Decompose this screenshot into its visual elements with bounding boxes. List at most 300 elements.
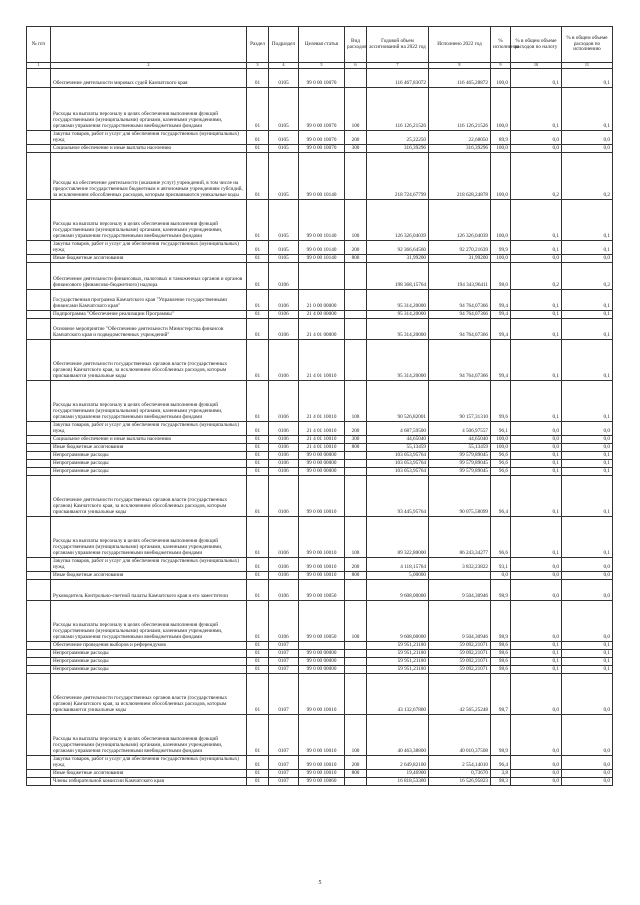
razdel-cell: 01 [247,263,269,290]
desc-cell: Непрограммные расходы [51,666,247,674]
vid-cell: 200 [345,241,367,255]
table-row [27,319,613,340]
plan-cell: 103 053,95764 [367,460,429,468]
desc-cell: Обеспечение деятельности мировых судей Камчатского края [51,69,247,88]
plan-cell: 2 649,82100 [367,756,429,770]
row-num-cell [27,263,51,290]
pct-share2-cell: 0,0 [562,444,613,452]
col-number: 8 [429,63,491,69]
plan-cell: 44,65040 [367,436,429,444]
pct-share2-cell: 0,0 [562,674,613,715]
table-header-row [27,27,613,63]
col-number: 2 [51,63,247,69]
plan-cell: 218 724,67799 [367,153,429,200]
pct-share-cell: 0,1 [511,88,562,131]
celevaya-cell: 99 0 00 10140 [299,241,345,255]
podrazdel-cell: 0106 [269,580,299,601]
pct-share-cell: 0,0 [511,436,562,444]
ispolneno-cell: 59 092,21071 [429,642,491,650]
razdel-cell: 01 [247,131,269,145]
table-row [27,145,613,153]
pct-share2-cell: 0,0 [562,756,613,770]
vid-cell: 100 [345,381,367,422]
header-pct-isp: % исполнения [491,27,511,63]
pct-isp-cell: 99,4 [491,340,511,381]
col-number: 6 [345,63,367,69]
pct-share2-cell: 0,0 [562,572,613,580]
col-number: 5 [299,63,345,69]
plan-cell: 19,46900 [367,770,429,778]
plan-cell: 16 818,53300 [367,778,429,786]
ispolneno-cell: 2 554,14010 [429,756,491,770]
row-num-cell [27,422,51,436]
plan-cell: 90 526,82001 [367,381,429,422]
row-num-cell [27,580,51,601]
table-row [27,131,613,145]
row-num-cell [27,650,51,658]
plan-cell: 95 314,20000 [367,290,429,311]
podrazdel-cell: 0105 [269,88,299,131]
pct-isp-cell: 100,0 [491,255,511,263]
row-num-cell [27,715,51,756]
razdel-cell: 01 [247,517,269,558]
pct-share-cell: 0,0 [511,422,562,436]
row-num-cell [27,241,51,255]
razdel-cell: 01 [247,290,269,311]
pct-isp-cell: 98,0 [491,263,511,290]
celevaya-cell: 99 0 00 00000 [299,460,345,468]
pct-isp-cell: 96,4 [491,756,511,770]
pct-isp-cell: 99,4 [491,311,511,319]
ispolneno-cell: 9 504,30946 [429,601,491,642]
podrazdel-cell: 0106 [269,436,299,444]
row-num-cell [27,601,51,642]
pct-share2-cell: 0,2 [562,263,613,290]
podrazdel-cell: 0105 [269,241,299,255]
plan-cell: 4 118,15764 [367,558,429,572]
razdel-cell: 01 [247,444,269,452]
pct-share2-cell: 0,1 [562,88,613,131]
pct-share-cell: 0,1 [511,517,562,558]
row-num-cell [27,255,51,263]
desc-cell: Расходы на выплаты персоналу в целях обеспечения выполнения функций государственными (муниципальными) органами, казенными учреждениями, органами управления государственными внебюджетными фондами [51,715,247,756]
table-row [27,88,613,131]
podrazdel-cell: 0105 [269,69,299,88]
razdel-cell: 01 [247,319,269,340]
vid-cell: 300 [345,436,367,444]
ispolneno-cell: 94 764,07366 [429,319,491,340]
plan-cell: 59 951,21100 [367,658,429,666]
pct-share-cell: 0,0 [511,255,562,263]
header-celevaya: Целевая статья [299,27,345,63]
pct-share-cell: 0,1 [511,658,562,666]
razdel-cell: 01 [247,674,269,715]
vid-cell: 800 [345,770,367,778]
ispolneno-cell: 116 465,28872 [429,69,491,88]
ispolneno-cell: 90 157,31310 [429,381,491,422]
table-row [27,715,613,756]
pct-share2-cell: 0,0 [562,770,613,778]
table-row [27,444,613,452]
celevaya-cell: 21 4 00 00000 [299,311,345,319]
pct-share-cell: 0,1 [511,319,562,340]
pct-isp-cell: 93,1 [491,558,511,572]
plan-cell: 95 314,20000 [367,311,429,319]
ispolneno-cell: 31,99200 [429,255,491,263]
podrazdel-cell: 0106 [269,476,299,517]
ispolneno-cell: 99 579,89045 [429,460,491,468]
row-num-cell [27,778,51,786]
row-num-cell [27,572,51,580]
row-num-cell [27,642,51,650]
podrazdel-cell: 0106 [269,422,299,436]
desc-cell: Расходы на выплаты персоналу в целях обеспечения выполнения функций государственными (муниципальными) органами, казенными учреждениями, органами управления государственными внебюджетными фондами [51,601,247,642]
header-plan: Годовой объем ассигнований на 2022 год [367,27,429,63]
razdel-cell: 01 [247,311,269,319]
header-ispolneno: Исполнено 2022 год [429,27,491,63]
plan-cell: 93 445,95764 [367,476,429,517]
ispolneno-cell: 94 764,07366 [429,290,491,311]
plan-cell: 55,13459 [367,444,429,452]
razdel-cell: 01 [247,756,269,770]
plan-cell: 198 368,15764 [367,263,429,290]
razdel-cell: 01 [247,422,269,436]
desc-cell: Непрограммные расходы [51,452,247,460]
desc-cell: Социальное обеспечение и иные выплаты населению [51,436,247,444]
razdel-cell: 01 [247,241,269,255]
podrazdel-cell: 0106 [269,319,299,340]
pct-isp-cell: 0,0 [491,572,511,580]
table-body [27,69,613,786]
podrazdel-cell: 0105 [269,145,299,153]
table-row [27,311,613,319]
ispolneno-cell: 3 832,23822 [429,558,491,572]
celevaya-cell: 99 0 00 10060 [299,778,345,786]
pct-share-cell: 0,0 [511,580,562,601]
pct-isp-cell: 100,0 [491,153,511,200]
pct-share2-cell: 0,1 [562,290,613,311]
vid-cell [345,311,367,319]
desc-cell: Иные бюджетные ассигнования [51,444,247,452]
table-row [27,340,613,381]
pct-share2-cell: 0,0 [562,422,613,436]
celevaya-cell: 21 4 01 10010 [299,422,345,436]
podrazdel-cell: 0105 [269,131,299,145]
desc-cell: Социальное обеспечение и иные выплаты населению [51,145,247,153]
razdel-cell: 01 [247,558,269,572]
pct-share2-cell: 0,1 [562,642,613,650]
vid-cell: 200 [345,131,367,145]
table-row [27,778,613,786]
razdel-cell: 01 [247,436,269,444]
ispolneno-cell: 194 343,96411 [429,263,491,290]
celevaya-cell: 99 0 00 10070 [299,145,345,153]
desc-cell: Обеспечение деятельности государственных органов власти (государственных органов) Камчатского края, за исключением обособленных расходов, которым присваиваются уникальные коды [51,674,247,715]
table-row [27,666,613,674]
pct-isp-cell: 98,6 [491,666,511,674]
ispolneno-cell: 55,13459 [429,444,491,452]
razdel-cell: 01 [247,572,269,580]
pct-isp-cell: 99,9 [491,241,511,255]
vid-cell [345,319,367,340]
pct-share-cell: 0,0 [511,558,562,572]
vid-cell [345,658,367,666]
celevaya-cell: 99 0 00 10070 [299,69,345,88]
budget-table-sheet [26,26,612,786]
pct-share-cell: 0,1 [511,340,562,381]
pct-share2-cell: 0,0 [562,145,613,153]
table-row [27,658,613,666]
podrazdel-cell: 0106 [269,290,299,311]
podrazdel-cell: 0105 [269,153,299,200]
plan-cell: 92 366,64560 [367,241,429,255]
ispolneno-cell: 316,39296 [429,145,491,153]
col-number: 1 [27,63,51,69]
desc-cell: Подпрограмма "Обеспечение реализации Программы" [51,311,247,319]
page-number: 5 [318,880,322,886]
desc-cell: Непрограммные расходы [51,468,247,476]
ispolneno-cell: 42 565,25248 [429,674,491,715]
pct-isp-cell: 98,6 [491,650,511,658]
desc-cell: Расходы на обеспечение деятельности (оказание услуг) учреждений, в том числе на предоставление государственным бюджетным и автономным учреждениям субсидий, за исключением обособленных расходов, которым присваиваются уникальные коды [51,153,247,200]
pct-share-cell: 0,1 [511,650,562,658]
header-razdel: Раздел [247,27,269,63]
ispolneno-cell: 40 010,37508 [429,715,491,756]
podrazdel-cell: 0106 [269,468,299,476]
pct-share-cell: 0,1 [511,381,562,422]
vid-cell [345,650,367,658]
desc-cell: Закупка товаров, работ и услуг для обеспечения государственных (муниципальных) нужд [51,241,247,255]
podrazdel-cell: 0106 [269,601,299,642]
pct-share-cell: 0,1 [511,452,562,460]
pct-share-cell: 0,0 [511,145,562,153]
table-row [27,263,613,290]
pct-share-cell: 0,0 [511,601,562,642]
row-num-cell [27,153,51,200]
header-pct-share2: % в общем объеме расходов по исполнению [562,27,613,63]
table-row [27,580,613,601]
celevaya-cell: 99 0 00 10140 [299,255,345,263]
celevaya-cell: 99 0 00 00000 [299,666,345,674]
razdel-cell: 01 [247,476,269,517]
podrazdel-cell: 0106 [269,452,299,460]
desc-cell: Расходы на выплаты персоналу в целях обеспечения выполнения функций государственными (муниципальными) органами, казенными учреждениями, органами управления государственными внебюджетными фондами [51,381,247,422]
table-row [27,460,613,468]
vid-cell [345,263,367,290]
razdel-cell: 01 [247,770,269,778]
pct-share-cell: 0,1 [511,468,562,476]
pct-isp-cell: 96,6 [491,452,511,460]
row-num-cell [27,444,51,452]
row-num-cell [27,666,51,674]
ispolneno-cell: 59 092,21071 [429,666,491,674]
celevaya-cell: 21 4 01 10010 [299,444,345,452]
plan-cell: 5,00000 [367,572,429,580]
plan-cell: 59 951,21100 [367,650,429,658]
col-number: 3 [247,63,269,69]
pct-share-cell: 0,0 [511,756,562,770]
plan-cell: 4 687,59500 [367,422,429,436]
ispolneno-cell: 44,65040 [429,436,491,444]
desc-cell: Иные бюджетные ассигнования [51,572,247,580]
pct-share2-cell: 0,0 [562,255,613,263]
pct-isp-cell: 98,6 [491,642,511,650]
razdel-cell: 01 [247,460,269,468]
row-num-cell [27,452,51,460]
ispolneno-cell: 90 075,58099 [429,476,491,517]
vid-cell: 800 [345,255,367,263]
header-vid: Вид расходов [345,27,367,63]
razdel-cell: 01 [247,153,269,200]
vid-cell: 200 [345,756,367,770]
col-number: 10 [511,63,562,69]
vid-cell: 100 [345,517,367,558]
pct-share2-cell: 0,1 [562,311,613,319]
pct-share2-cell: 0,1 [562,452,613,460]
pct-share2-cell: 0,1 [562,200,613,241]
pct-isp-cell: 96,4 [491,476,511,517]
plan-cell: 40 463,38800 [367,715,429,756]
vid-cell: 200 [345,558,367,572]
pct-isp-cell: 100,0 [491,69,511,88]
vid-cell [345,580,367,601]
razdel-cell: 01 [247,255,269,263]
col-number: 7 [367,63,429,69]
desc-cell: Расходы на выплаты персоналу в целях обеспечения выполнения функций государственными (муниципальными) органами, казенными учреждениями, органами управления государственными внебюджетными фондами [51,517,247,558]
podrazdel-cell: 0106 [269,381,299,422]
table-row [27,674,613,715]
table-row [27,770,613,778]
razdel-cell: 01 [247,715,269,756]
razdel-cell: 01 [247,658,269,666]
table-row [27,200,613,241]
table-row [27,452,613,460]
pct-share2-cell: 0,0 [562,131,613,145]
pct-share-cell: 0,0 [511,715,562,756]
ispolneno-cell: 92 270,21639 [429,241,491,255]
podrazdel-cell: 0106 [269,444,299,452]
celevaya-cell: 99 0 00 10010 [299,674,345,715]
celevaya-cell: 21 4 01 10010 [299,340,345,381]
row-num-cell [27,145,51,153]
pct-isp-cell: 98,9 [491,715,511,756]
desc-cell: Основное мероприятие "Обеспечение деятельности Министерства финансов Камчатского края и подведомственных учреждений" [51,319,247,340]
plan-cell: 103 053,95764 [367,452,429,460]
celevaya-cell: 99 0 00 00000 [299,658,345,666]
razdel-cell: 01 [247,642,269,650]
razdel-cell: 01 [247,452,269,460]
ispolneno-cell: 218 628,24878 [429,153,491,200]
row-num-cell [27,658,51,666]
row-num-cell [27,436,51,444]
pct-isp-cell: 100,0 [491,88,511,131]
pct-share2-cell: 0,0 [562,580,613,601]
table-row [27,381,613,422]
pct-share-cell: 0,1 [511,290,562,311]
podrazdel-cell: 0107 [269,642,299,650]
razdel-cell: 01 [247,340,269,381]
razdel-cell: 01 [247,381,269,422]
col-number: 4 [269,63,299,69]
ispolneno-cell: 59 092,21071 [429,658,491,666]
plan-cell: 116 126,21526 [367,88,429,131]
header-pct-share: % в общем объеме расходов по налогу [511,27,562,63]
vid-cell [345,340,367,381]
plan-cell: 89 322,80000 [367,517,429,558]
desc-cell: Руководитель Контрольно-счетной палаты Камчатского края и его заместители [51,580,247,601]
celevaya-cell [299,263,345,290]
pct-share-cell: 0,1 [511,311,562,319]
pct-share2-cell: 0,1 [562,69,613,88]
budget-table [26,26,613,786]
row-num-cell [27,131,51,145]
vid-cell: 300 [345,145,367,153]
desc-cell: Обеспечение проведения выборов и референдумов [51,642,247,650]
pct-share-cell: 0,0 [511,778,562,786]
celevaya-cell: 99 0 00 10140 [299,200,345,241]
podrazdel-cell: 0105 [269,200,299,241]
desc-cell: Непрограммные расходы [51,658,247,666]
pct-share-cell: 0,1 [511,476,562,517]
podrazdel-cell: 0107 [269,770,299,778]
plan-cell: 116 467,83072 [367,69,429,88]
razdel-cell: 01 [247,778,269,786]
desc-cell: Государственная программа Камчатского края "Управление государственными финансами Камчатского края" [51,290,247,311]
plan-cell: 59 951,21100 [367,666,429,674]
pct-isp-cell: 100,0 [491,444,511,452]
pct-share-cell: 0,1 [511,460,562,468]
table-row [27,290,613,311]
podrazdel-cell: 0105 [269,255,299,263]
celevaya-cell: 99 0 00 10140 [299,153,345,200]
pct-share2-cell: 0,0 [562,436,613,444]
row-num-cell [27,69,51,88]
razdel-cell: 01 [247,88,269,131]
vid-cell: 100 [345,88,367,131]
table-row [27,69,613,88]
desc-cell: Непрограммные расходы [51,460,247,468]
ispolneno-cell: 94 764,07366 [429,340,491,381]
vid-cell: 200 [345,422,367,436]
plan-cell: 25,22250 [367,131,429,145]
podrazdel-cell: 0106 [269,340,299,381]
row-num-cell [27,88,51,131]
plan-cell: 316,39296 [367,145,429,153]
vid-cell [345,642,367,650]
podrazdel-cell: 0106 [269,517,299,558]
vid-cell [345,153,367,200]
pct-share2-cell: 0,0 [562,715,613,756]
pct-isp-cell: 99,4 [491,290,511,311]
pct-share-cell: 0,0 [511,674,562,715]
ispolneno-cell: 126 326,04039 [429,200,491,241]
col-number: 9 [491,63,511,69]
vid-cell: 100 [345,601,367,642]
pct-isp-cell: 3,8 [491,770,511,778]
celevaya-cell: 99 0 00 00000 [299,650,345,658]
podrazdel-cell: 0107 [269,778,299,786]
header-podrazdel: Подраздел [269,27,299,63]
pct-isp-cell: 98,6 [491,658,511,666]
pct-isp-cell: 96,6 [491,468,511,476]
vid-cell [345,778,367,786]
table-row [27,255,613,263]
header-num: № п/п [27,27,51,63]
table-row [27,558,613,572]
pct-isp-cell: 98,9 [491,580,511,601]
celevaya-cell: 21 4 01 10010 [299,436,345,444]
podrazdel-cell: 0106 [269,558,299,572]
